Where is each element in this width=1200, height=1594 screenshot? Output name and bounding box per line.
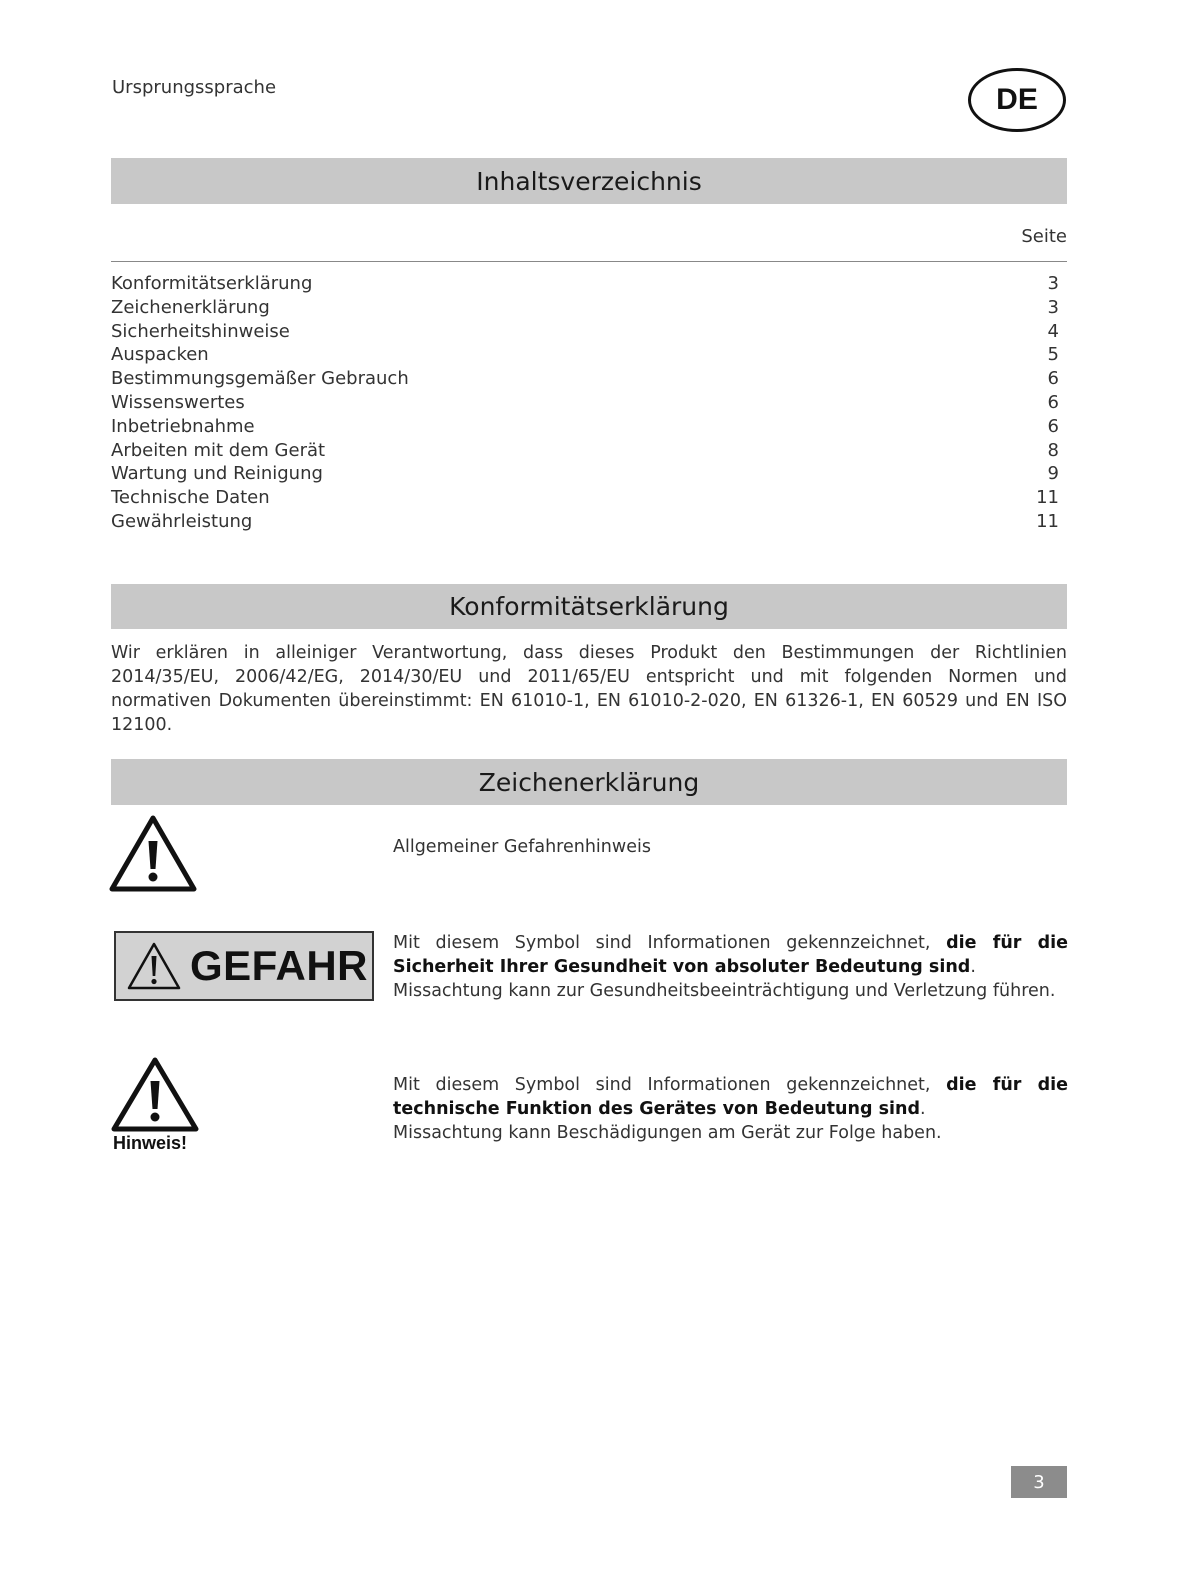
toc-entry-label: Auspacken — [111, 344, 209, 366]
toc-entry-page: 8 — [1047, 439, 1059, 461]
toc-entry-page: 11 — [1036, 487, 1059, 509]
notice-triangle-icon — [110, 1055, 200, 1135]
notice-label: Hinweis! — [113, 1133, 188, 1153]
toc-entry-label: Zeichenerklärung — [111, 296, 270, 318]
danger-text-intro: Mit diesem Symbol sind Informationen gekennzeichnet, — [393, 933, 947, 953]
toc-entry[interactable] — [111, 510, 1059, 534]
notice-text-intro: Mit diesem Symbol sind Informationen gekennzeichnet, — [393, 1075, 947, 1095]
toc-entry[interactable] — [111, 391, 1059, 415]
toc-entry-label: Inbetriebnahme — [111, 415, 255, 437]
page-number: 3 — [1011, 1466, 1067, 1498]
toc-entry-page: 6 — [1047, 368, 1059, 390]
danger-label: GEFAHR — [190, 942, 369, 989]
toc-page-column-label: Seite — [1021, 226, 1067, 247]
toc-entry[interactable] — [111, 343, 1059, 367]
toc-entry-label: Wartung und Reinigung — [111, 463, 323, 485]
warning-triangle-icon — [108, 813, 198, 893]
conformity-text: Wir erklären in alleiniger Verantwortung, dass dieses Produkt den Bestimmungen der Richtlinien 2014/35/EU, 2006/42/EG, 2014/30/EU und 2011/65/EU entspricht und mit folgenden Normen und normativen Dokumenten übereinstimmt: EN 61010-1, EN 61010-2-020, EN 61326-1, EN 60529 und EN ISO 12100. — [111, 643, 1067, 735]
toc-entry-label: Arbeiten mit dem Gerät — [111, 439, 326, 461]
toc-entry[interactable] — [111, 439, 1059, 463]
notice-text-end: . — [919, 1099, 926, 1119]
toc-entry-label: Sicherheitshinweise — [111, 320, 290, 342]
toc-entry-label: Konformitätserklärung — [111, 273, 313, 294]
general-hazard-text: Allgemeiner Gefahrenhinweis — [393, 837, 651, 857]
toc-entry[interactable] — [111, 272, 1059, 296]
danger-description — [393, 931, 1068, 1003]
danger-sign — [114, 931, 374, 1001]
symbols-title: Zeichenerklärung — [111, 759, 1067, 805]
conformity-title: Konformitätserklärung — [111, 584, 1067, 629]
toc-entry-label: Technische Daten — [111, 487, 270, 509]
toc-entry-label: Wissenswertes — [111, 391, 245, 413]
toc-entry[interactable] — [111, 415, 1059, 439]
notice-description — [393, 1073, 1068, 1145]
toc-entry-page: 6 — [1047, 391, 1059, 413]
toc-entry[interactable] — [111, 320, 1059, 344]
danger-text-end: . — [970, 957, 976, 977]
toc-list — [111, 272, 1059, 534]
toc-entry-page: 6 — [1047, 415, 1059, 437]
toc-entry[interactable] — [111, 296, 1059, 320]
toc-title: Inhaltsverzeichnis — [111, 158, 1067, 204]
toc-entry[interactable] — [111, 486, 1059, 510]
language-badge: DE — [968, 68, 1066, 132]
toc-entry-page: 3 — [1047, 296, 1059, 318]
notice-text-emphasis: die für die technische Funktion des Gerätes von Bedeutung sind — [393, 1075, 1068, 1119]
toc-entry-page: 11 — [1036, 510, 1059, 532]
toc-divider — [111, 261, 1067, 262]
language-note: Ursprungssprache — [112, 77, 277, 98]
toc-entry[interactable] — [111, 462, 1059, 486]
toc-entry-label: Gewährleistung — [111, 510, 253, 532]
toc-entry-label: Bestimmungsgemäßer Gebrauch — [111, 368, 409, 390]
toc-entry[interactable] — [111, 367, 1059, 391]
toc-entry-page: 3 — [1047, 273, 1059, 294]
danger-consequence: Missachtung kann zur Gesundheitsbeeinträchtigung und Verletzung führen. — [393, 981, 1056, 1001]
toc-entry-page: 5 — [1047, 344, 1059, 366]
toc-entry-page: 4 — [1047, 320, 1059, 342]
toc-entry-page: 9 — [1047, 463, 1059, 485]
notice-consequence: Missachtung kann Beschädigungen am Gerät zur Folge haben. — [393, 1123, 942, 1143]
danger-triangle-icon — [126, 940, 182, 992]
danger-text-emphasis: die für die Sicherheit Ihrer Gesundheit von absoluter Bedeutung sind — [393, 933, 1068, 977]
